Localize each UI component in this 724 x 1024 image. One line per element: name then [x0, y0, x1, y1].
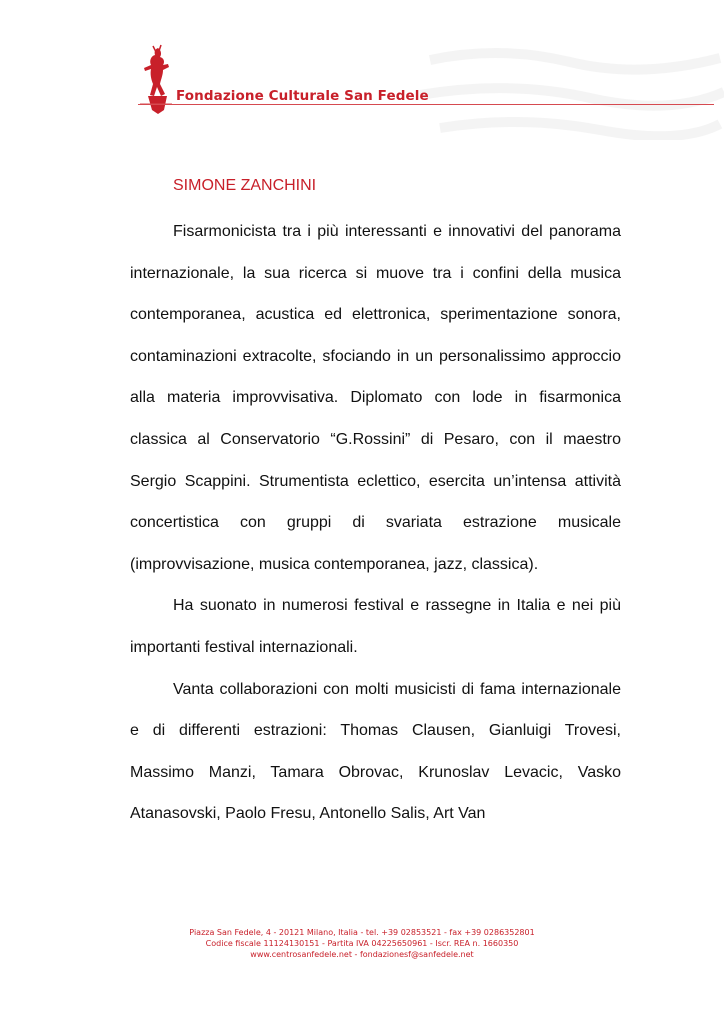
organization-name: Fondazione Culturale San Fedele: [176, 88, 429, 104]
san-fedele-logo-icon: [138, 44, 176, 116]
footer-contacts: www.centrosanfedele.net - fondazionesf@sanfedele.net: [250, 950, 474, 959]
paragraph-festivals: Ha suonato in numerosi festival e rassegne in Italia e nei più importanti festival internazionali.: [130, 597, 621, 656]
paragraph-biography: Fisarmonicista tra i più interessanti e innovativi del panorama internazionale, la sua ricerca si muove tra i confini della musica contemporanea, acustica ed elettronica, sperimentazione sonora, contaminazioni extracolte, sfociando in un personalissimo approccio alla materia improvvisativa. Diplomato con lode in fisarmonica classica al Conservatorio “G.Rossini” di Pesaro, con il maestro Sergio Scappini. Strumentista eclettico, esercita un’intensa attività concertistica con gruppi di svariata estrazione musicale (improvvisazione, musica contemporanea, jazz, classica).: [130, 223, 621, 573]
header-divider: [138, 104, 714, 105]
footer-address: Piazza San Fedele, 4 - 20121 Milano, Italia - tel. +39 02853521 - fax +39 0286352801: [189, 928, 535, 937]
watermark-graphic: [420, 40, 724, 140]
document-heading: SIMONE ZANCHINI: [173, 177, 317, 194]
footer-tax-info: Codice fiscale 11124130151 - Partita IVA 04225650961 - Iscr. REA n. 1660350: [205, 939, 519, 948]
letterhead: [0, 0, 724, 150]
paragraph-collaborations: Vanta collaborazioni con molti musicisti di fama internazionale e di differenti estrazioni: Thomas Clausen, Gianluigi Trovesi, Massimo Manzi, Tamara Obrovac, Krunoslav Levacic, Vasko Atanasovski, Paolo Fresu, Antonello Salis, Art Van: [130, 680, 621, 823]
document-body: [130, 170, 621, 835]
page-footer: [0, 927, 724, 960]
